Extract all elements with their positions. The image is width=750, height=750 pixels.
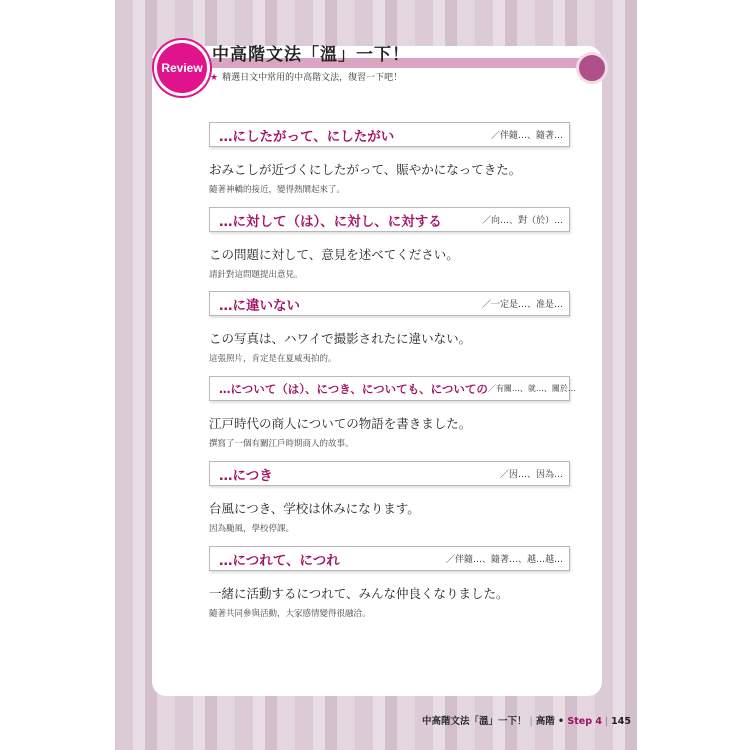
grammar-pattern: …につれて、につれ: [219, 552, 340, 569]
example-japanese: この写真は、ハワイで撮影されたに違いない。: [209, 331, 472, 346]
grammar-pattern: …に対して（は）、に対し、に対する: [219, 213, 442, 230]
footer-step: Step 4: [567, 716, 602, 727]
grammar-entry-6: [209, 546, 570, 619]
example-translation: 撰寫了一個有關江戶時期商人的故事。: [209, 439, 354, 449]
example-japanese: おみこしが近づくにしたがって、賑やかになってきた。: [209, 162, 522, 177]
footer-title: 中高階文法「溫」一下！: [422, 716, 527, 727]
footer-separator: |: [604, 716, 609, 727]
page-subtitle: ★ 精選日文中常用的中高階文法，復習一下吧！: [210, 73, 403, 83]
grammar-entry-4: [209, 376, 576, 449]
review-badge: Review: [154, 40, 210, 96]
example-japanese: 一緒に活動するにつれて、みんな仲良くなりました。: [209, 586, 509, 601]
example-translation: 這張照片，肯定是在夏威夷拍的。: [209, 354, 337, 364]
grammar-meaning: ／因…、因為…: [499, 470, 563, 480]
grammar-box: [209, 207, 570, 232]
grammar-meaning: ／有關…、就…、關於…: [487, 384, 576, 393]
grammar-box: [209, 376, 576, 401]
example-japanese: 台風につき、学校は休みになります。: [209, 501, 420, 516]
example-translation: 請針對這問題提出意見。: [209, 270, 303, 280]
grammar-entry-1: [209, 122, 570, 195]
grammar-box: [209, 122, 570, 147]
grammar-meaning: ／向…、對（於）…: [481, 216, 563, 226]
page-number: 145: [611, 716, 632, 727]
example-translation: 因為颱風，學校停課。: [209, 524, 295, 534]
footer-level: 高階: [535, 716, 555, 727]
example-translation: 隨著共同參與活動，大家感情變得很融洽。: [209, 609, 371, 619]
grammar-box: [209, 291, 570, 316]
example-translation: 隨著神轎的接近，變得熱鬧起來了。: [209, 185, 346, 195]
grammar-entry-3: [209, 291, 570, 364]
grammar-box: [209, 546, 570, 571]
grammar-meaning: ／伴隨…、隨著…、越…越…: [445, 555, 563, 565]
grammar-entry-2: [209, 207, 570, 280]
grammar-meaning: ／一定是…、准是…: [481, 300, 563, 310]
page-footer: 中高階文法「溫」一下！ | 高階 • Step 4 | 145: [422, 716, 632, 727]
star-icon: ★: [210, 73, 219, 83]
grammar-pattern: …にしたがって、にしたがい: [219, 128, 395, 145]
example-japanese: 江戸時代の商人についての物語を書きました。: [209, 416, 472, 431]
footer-separator: |: [529, 716, 533, 727]
grammar-entry-5: [209, 461, 570, 534]
grammar-meaning: ／伴隨…、隨著…: [490, 131, 563, 141]
grammar-pattern: …について（は）、につき、についても、についての: [219, 381, 488, 396]
grammar-box: [209, 461, 570, 486]
example-japanese: この問題に対して、意見を述べてください。: [209, 247, 459, 262]
strip-end-dot: [576, 52, 608, 84]
page-title: 中高階文法「溫」一下！: [212, 45, 410, 65]
grammar-pattern: …に違いない: [219, 297, 300, 314]
grammar-pattern: …につき: [219, 467, 273, 484]
